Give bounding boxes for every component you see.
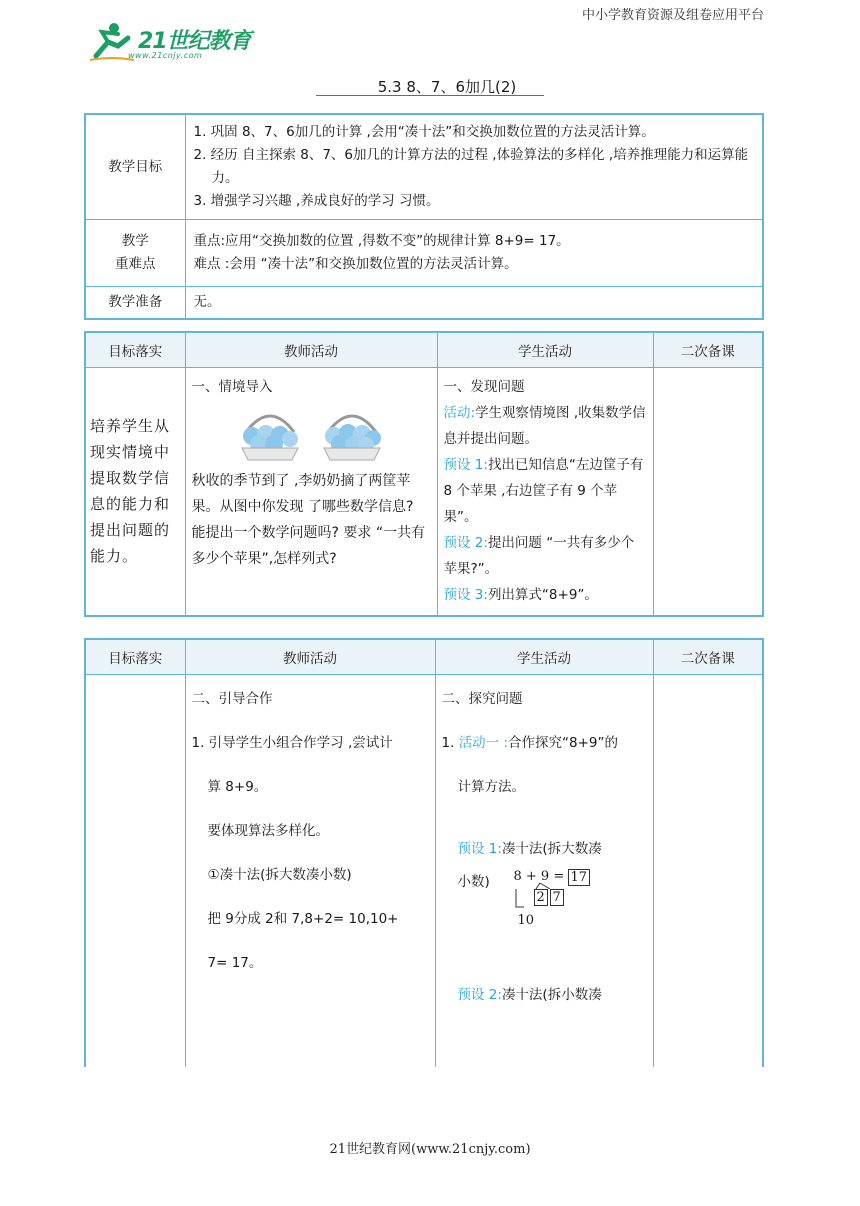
col-header-teacher: 教师活动 [185,332,437,368]
apple-baskets-image [192,406,431,464]
make-ten-diagram [510,869,620,933]
section1-teacher-text: 秋收的季节到了 ,李奶奶摘了两筐苹果。从图中你发现 了哪些数学信息? 能提出一个数学问题吗? 要求 “一共有多少个苹果”,怎样列式? [191,473,426,567]
math-result: 17 [568,869,591,886]
page-title: 5.3 8、7、6加几(2) [377,78,517,96]
footer-text: 21世纪教育网(www.21cnjy.com) [329,1142,531,1157]
prep-value: 无。 [185,287,763,320]
activity-block [444,400,647,452]
preset1-label: 预设 1: [457,841,502,857]
student-preset1 [442,827,647,871]
preset3-label: 预设 3: [443,587,488,603]
goals-label: 教学目标 [85,114,185,220]
key-points-cell [185,220,763,287]
section1-teacher [185,368,437,616]
preset2-text: 凑十法(拆小数凑 [501,987,602,1003]
key-points-row [85,220,763,287]
teacher-step1-b: 算 8+9。 [207,779,268,795]
section2-revision [653,675,763,1067]
goal-item: 2. 经历 自主探索 8、7、6加几的计算方法的过程 ,体验算法的多样化 ,培养推理能力和运算能力。 [193,147,749,186]
teacher-method: ①凑十法(拆大数凑小数) [207,867,352,883]
title-underline [316,95,544,96]
preset1-text: 找出已知信息“左边筐子有 8 个苹果 ,右边筐子有 9 个苹果”。 [443,457,644,525]
site-logo[interactable] [84,20,254,64]
section2-goal [85,675,185,1067]
key-label-line2: 重难点 [115,256,156,272]
goal-item: 3. 增强学习兴趣 ,养成良好的学习 习惯。 [193,193,440,209]
apple-basket-icon [318,406,386,464]
key-point: 重点:应用“交换加数的位置 ,得数不变”的规律计算 8+9= 17。 [193,233,570,249]
preset1-text-b: 小数) [457,874,490,890]
preset-3 [444,582,647,608]
col-header-revision: 二次备课 [653,639,763,675]
preset3-text: 列出算式“8+9”。 [487,587,598,603]
student-activity [442,721,647,765]
goals-cell [185,114,763,220]
math-split-b: 7 [550,889,564,906]
teacher-calc-b: 7= 17。 [207,955,263,971]
platform-name: 中小学教育资源及组卷应用平台 [581,8,764,23]
col-header-goal: 目标落实 [85,332,185,368]
preset-1 [444,452,647,530]
section1-row [85,368,763,616]
preset-2 [444,530,647,582]
col-header-student: 学生活动 [435,639,653,675]
section1-goal: 培养学生从现实情境中提取数学信息的能力和提出问题的能力。 [85,368,185,616]
activity-label: 活动: [443,405,476,421]
teacher-calc-a: 把 9分成 2和 7,8+2= 10,10+ [207,911,399,927]
student-preset2 [442,973,647,1017]
section2-row [85,675,763,1067]
activity-table-2 [84,638,764,1067]
student-num: 1. [441,735,455,751]
goals-row [85,114,763,220]
lesson-plan-table [84,113,764,320]
activity-text: 学生观察情境图 ,收集数学信息并提出问题。 [443,405,646,447]
col-header-goal: 目标落实 [85,639,185,675]
section1-student-heading: 一、发现问题 [443,379,525,395]
section2-student [435,675,653,1067]
apple-basket-icon [236,406,304,464]
col-header-teacher: 教师活动 [185,639,435,675]
section1-teacher-heading: 一、情境导入 [191,379,273,395]
table-header [85,332,763,368]
preset2-label: 预设 2: [457,987,502,1003]
math-ten: 10 [517,913,535,928]
col-header-revision: 二次备课 [653,332,763,368]
math-split-a: 2 [534,889,548,906]
key-label-line1: 教学 [121,233,149,249]
difficult-point: 难点 :会用 “凑十法”和交换加数位置的方法灵活计算。 [193,256,518,272]
table-header [85,639,763,675]
teacher-line2: 要体现算法多样化。 [207,823,329,839]
col-header-student: 学生活动 [437,332,653,368]
math-expr: 8 + 9 = [513,869,565,884]
section2-teacher [185,675,435,1067]
preset1-label: 预设 1: [443,457,488,473]
student-activity-text: 合作探究“8+9”的 [508,735,619,751]
preset2-label: 预设 2: [443,535,488,551]
teacher-step1-a: 1. 引导学生小组合作学习 ,尝试计 [191,735,393,751]
key-points-label [85,220,185,287]
logo-url: www.21cnjy.com [128,51,203,60]
preset1-text: 凑十法(拆大数凑 [501,841,602,857]
activity-table-1 [84,331,764,617]
student-activity-b: 计算方法。 [457,779,525,795]
goal-item: 1. 巩固 8、7、6加几的计算 ,会用“凑十法”和交换加数位置的方法灵活计算。 [193,124,655,140]
section1-student [437,368,653,616]
preset2-text: 提出问题 “一共有多少个苹果?”。 [443,535,635,577]
section2-student-heading: 二、探究问题 [441,691,523,707]
prep-row [85,287,763,320]
prep-label: 教学准备 [85,287,185,320]
section1-revision [653,368,763,616]
section2-teacher-heading: 二、引导合作 [191,691,273,707]
logo-name: 21世纪教育 [138,29,251,54]
student-activity-label: 活动一 : [458,735,509,751]
